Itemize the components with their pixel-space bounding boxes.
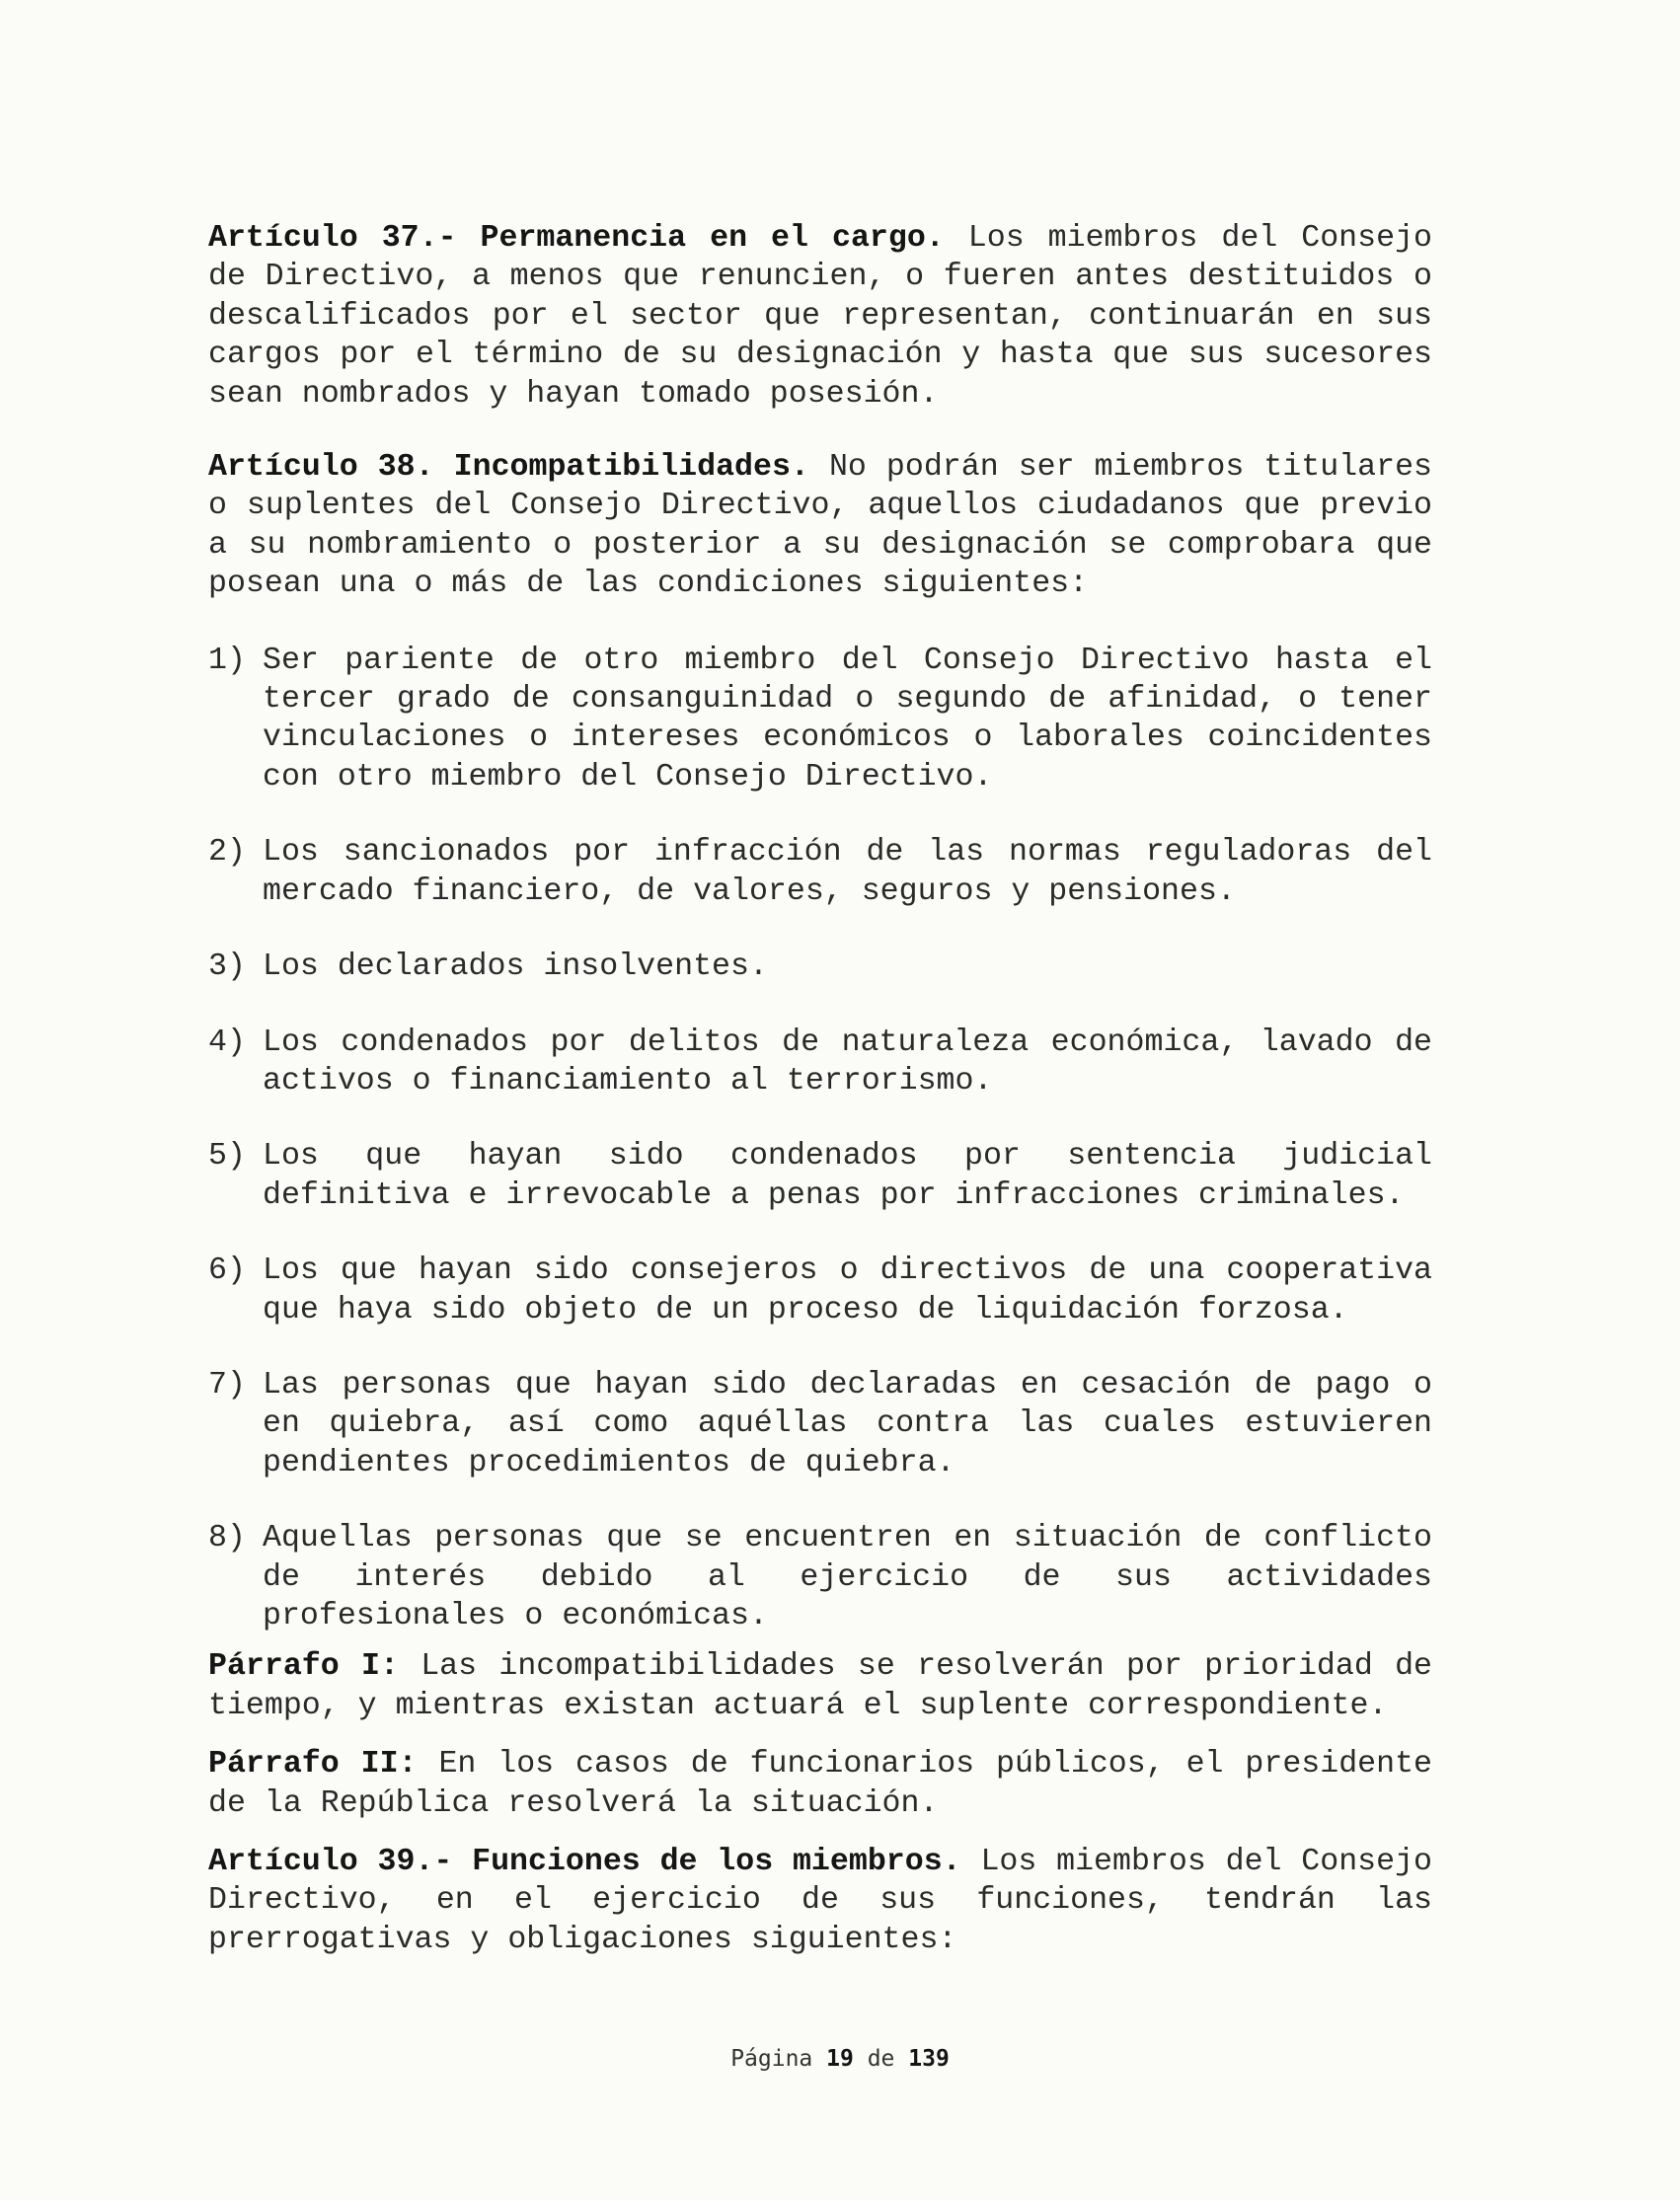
paragraph-ii-label: Párrafo II: xyxy=(208,1747,418,1783)
article-39-heading: Artículo 39.- Funciones de los miembros. xyxy=(208,1845,961,1879)
list-item xyxy=(208,642,1432,797)
list-item xyxy=(208,1252,1432,1329)
list-item-number: 3) xyxy=(208,949,246,985)
list-item-text: Los declarados insolventes. xyxy=(263,949,768,985)
list-item xyxy=(208,833,1432,911)
list-item-text: Aquellas personas que se encuentren en situación de conflicto de interés debido al ejercicio de sus actividades profesionales o económicas. xyxy=(263,1521,1432,1633)
paragraph-ii-text: En los casos de funcionarios públicos, el presidente de la República resolverá la situación. xyxy=(208,1747,1432,1821)
article-39-body: Los miembros del Consejo Directivo, en el ejercicio de sus funciones, tendrán las prerrogativas y obligaciones siguientes: xyxy=(208,1845,1433,1957)
footer-current-page: 19 xyxy=(826,2046,854,2072)
page-footer xyxy=(0,2046,1680,2072)
footer-total-pages: 139 xyxy=(908,2046,950,2072)
article-37-heading: Artículo 37.- Permanencia en el cargo. xyxy=(208,221,945,256)
paragraph-i xyxy=(208,1647,1432,1725)
list-item-number: 8) xyxy=(208,1521,246,1556)
list-item xyxy=(208,948,1432,986)
article-38 xyxy=(208,448,1432,604)
article-37 xyxy=(208,219,1432,414)
footer-prefix: Página xyxy=(730,2046,813,2072)
list-item-text: Los condenados por delitos de naturaleza económica, lavado de activos o financiamiento al terrorismo. xyxy=(263,1024,1432,1099)
list-item-text: Las personas que hayan sido declaradas en cesación de pago o en quiebra, así como aquéllas contra las cuales estuvieren pendientes procedimientos de quiebra. xyxy=(263,1367,1432,1480)
article-38-body: No podrán ser miembros titulares o suplentes del Consejo Directivo, aquellos ciudadanos que previo a su nombramiento o posterior a su designación se comprobara que posean una o más de las condiciones siguientes: xyxy=(208,450,1433,602)
incompatibilities-list xyxy=(208,642,1432,1636)
list-item-number: 1) xyxy=(208,643,246,678)
list-item-text: Ser pariente de otro miembro del Consejo Directivo hasta el tercer grado de consanguinidad o segundo de afinidad, o tener vinculaciones o intereses económicos o laborales coincidentes con otro miembro del Consejo Directivo. xyxy=(263,643,1432,795)
list-item xyxy=(208,1519,1432,1635)
article-38-heading: Artículo 38. Incompatibilidades. xyxy=(208,450,809,486)
list-item-text: Los que hayan sido consejeros o directivos de una cooperativa que haya sido objeto de un proceso de liquidación forzosa. xyxy=(263,1253,1432,1328)
article-39 xyxy=(208,1843,1432,1959)
paragraph-i-label: Párrafo I: xyxy=(208,1649,399,1685)
paragraph-i-text: Las incompatibilidades se resolverán por prioridad de tiempo, y mientras existan actuará el suplente correspondiente. xyxy=(208,1649,1432,1723)
list-item-number: 5) xyxy=(208,1139,246,1175)
article-37-body: Los miembros del Consejo de Directivo, a menos que renuncien, o fueren antes destituidos o descalificados por el sector que representan, continuarán en sus cargos por el término de su designación y hasta que sus sucesores sean nombrados y hayan tomado posesión. xyxy=(208,221,1432,412)
list-item-number: 2) xyxy=(208,835,246,871)
list-item-text: Los sancionados por infracción de las normas reguladoras del mercado financiero, de valores, seguros y pensiones. xyxy=(263,835,1432,909)
paragraph-ii xyxy=(208,1745,1432,1823)
list-item-text: Los que hayan sido condenados por sentencia judicial definitiva e irrevocable a penas por infracciones criminales. xyxy=(263,1139,1432,1213)
list-item xyxy=(208,1366,1432,1482)
document-page xyxy=(208,219,1432,1959)
list-item xyxy=(208,1137,1432,1215)
list-item-number: 7) xyxy=(208,1367,246,1403)
list-item xyxy=(208,1024,1432,1101)
list-item-number: 6) xyxy=(208,1253,246,1289)
footer-separator: de xyxy=(867,2046,895,2072)
list-item-number: 4) xyxy=(208,1024,246,1060)
